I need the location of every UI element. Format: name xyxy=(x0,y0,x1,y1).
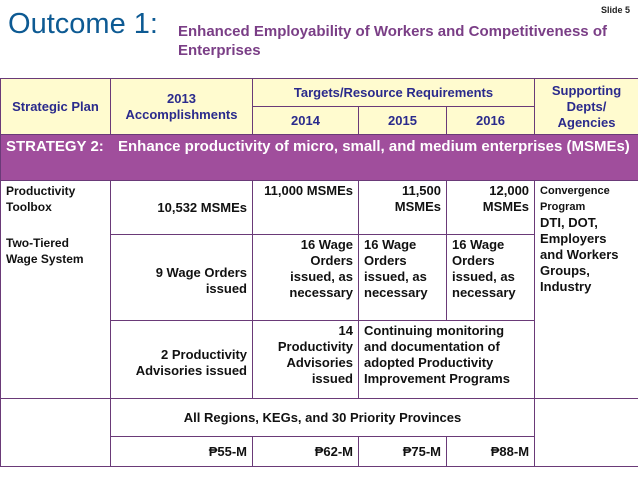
target-2015-wage-orders: 16 Wage Orders issued, as necessary xyxy=(359,235,447,321)
header-accomplishments: 2013 Accomplishments xyxy=(111,79,253,135)
target-2016-wage-orders: 16 Wage Orders issued, as necessary xyxy=(447,235,535,321)
slide-number: Slide 5 xyxy=(600,5,630,15)
accomplishment-msmes: 10,532 MSMEs xyxy=(111,181,253,235)
coverage-row: All Regions, KEGs, and 30 Priority Provinces xyxy=(111,399,535,437)
plan-two-tiered-wage: Two-Tiered Wage System xyxy=(6,236,84,266)
accomplishment-advisories: 2 Productivity Advisories issued xyxy=(111,321,253,399)
target-2015-2016-monitoring: Continuing monitoring and documentation of adopted Productivity Improvement Programs xyxy=(359,321,535,399)
slide-subtitle: Enhanced Employability of Workers and Competitiveness of Enterprises xyxy=(178,23,607,59)
target-2015-msmes: 11,500 MSMEs xyxy=(359,181,447,235)
supporting-agencies-cell xyxy=(535,181,638,399)
strategy-table xyxy=(0,78,638,467)
header-year-2014: 2014 xyxy=(253,107,359,135)
header-year-2015: 2015 xyxy=(359,107,447,135)
supporting-convergence: Convergence Program xyxy=(540,185,610,213)
plan-productivity-toolbox: Productivity Toolbox xyxy=(6,184,76,214)
supporting-list: DTI, DOT, Employers and Workers Groups, Industry xyxy=(540,215,619,294)
coverage-spacer-left xyxy=(1,399,111,437)
header-year-2016: 2016 xyxy=(447,107,535,135)
strategic-plan-cell xyxy=(1,181,111,399)
coverage-spacer-right xyxy=(535,399,638,437)
budget-2016: ₱88-M xyxy=(447,437,535,467)
strategy-text: Enhance productivity of micro, small, and medium enterprises (MSMEs) xyxy=(118,138,630,155)
accomplishment-wage-orders: 9 Wage Orders issued xyxy=(111,235,253,321)
header-supporting-agencies: Supporting Depts/ Agencies xyxy=(535,79,638,135)
target-2014-msmes: 11,000 MSMEs xyxy=(253,181,359,235)
budget-2014: ₱62-M xyxy=(253,437,359,467)
budget-spacer-right xyxy=(535,437,638,467)
budget-2013: ₱55-M xyxy=(111,437,253,467)
strategy-label: STRATEGY 2: xyxy=(6,138,104,155)
header-strategic-plan: Strategic Plan xyxy=(1,79,111,135)
header-targets: Targets/Resource Requirements xyxy=(253,79,535,107)
target-2014-advisories: 14 Productivity Advisories issued xyxy=(253,321,359,399)
strategy-row xyxy=(1,135,638,181)
budget-2015: ₱75-M xyxy=(359,437,447,467)
budget-spacer-left xyxy=(1,437,111,467)
target-2016-msmes: 12,000 MSMEs xyxy=(447,181,535,235)
target-2014-wage-orders: 16 Wage Orders issued, as necessary xyxy=(253,235,359,321)
outcome-title: Outcome 1: xyxy=(8,8,158,40)
